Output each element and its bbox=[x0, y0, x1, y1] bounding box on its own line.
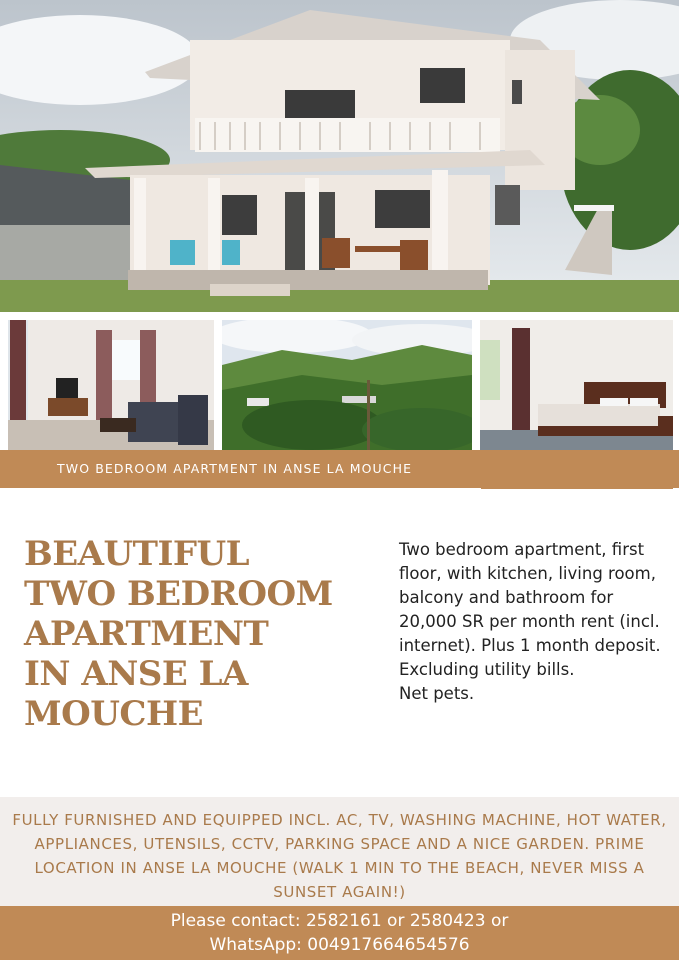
features-panel bbox=[0, 797, 679, 906]
contact-line-whatsapp: WhatsApp: 004917664654576 bbox=[209, 935, 470, 955]
description bbox=[399, 538, 667, 706]
features-text: FULLY FURNISHED AND EQUIPPED INCL. AC, TV, WASHING MACHINE, HOT WATER, APPLIANCES, UTENSILS, CCTV, PARKING SPACE AND A NICE GARDEN. PRIME LOCATION IN ANSE LA MOUCHE (WALK 1 MIN TO THE BEACH, NEVER MISS A SUNSET AGAIN!) bbox=[12, 811, 667, 901]
description-text: Two bedroom apartment, first floor, with kitchen, living room, balcony and bathroom for 20,000 SR per month rent (incl. internet). Plus 1 month deposit. Excluding utility bills. bbox=[399, 540, 661, 679]
living-room-photo bbox=[8, 320, 214, 450]
banner-underline bbox=[481, 487, 673, 489]
garden-view-photo bbox=[222, 320, 472, 450]
banner-title: TWO BEDROOM APARTMENT IN ANSE LA MOUCHE bbox=[57, 461, 413, 476]
headline: BEAUTIFUL TWO BEDROOM APARTMENT IN ANSE LA MOUCHE bbox=[24, 534, 333, 734]
bedroom-photo bbox=[480, 320, 673, 450]
house-exterior-photo bbox=[0, 0, 679, 312]
contact-bar bbox=[0, 906, 679, 960]
title-banner bbox=[0, 450, 679, 488]
contact-line-phone: Please contact: 2582161 or 2580423 or bbox=[170, 911, 509, 931]
contact-info bbox=[0, 909, 679, 957]
pets-note: Net pets. bbox=[399, 684, 475, 703]
